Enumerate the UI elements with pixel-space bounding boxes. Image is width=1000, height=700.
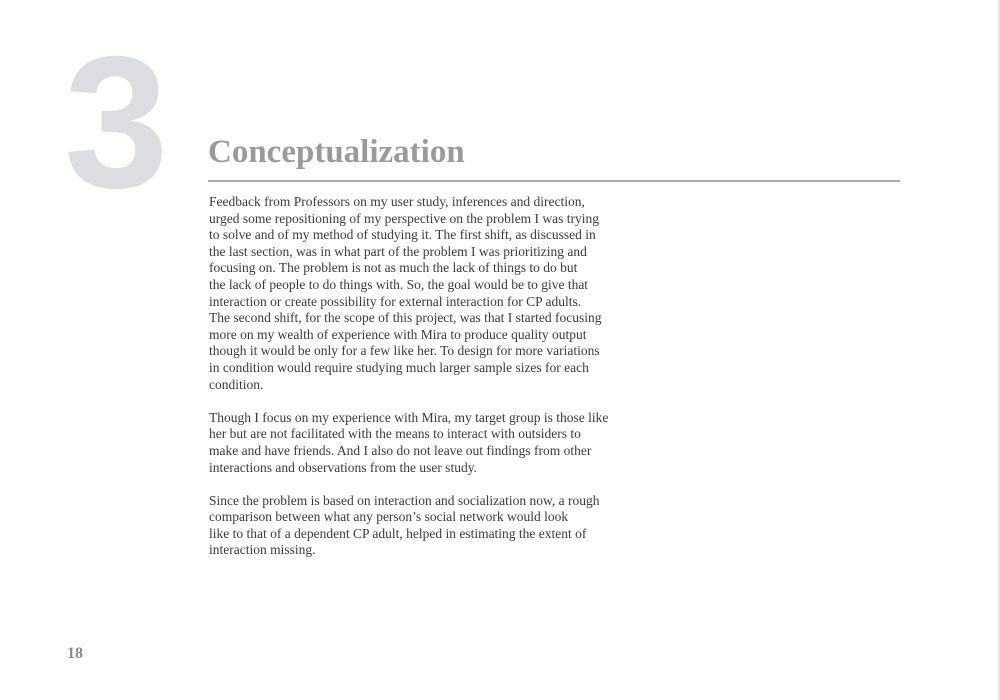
text-line: more on my wealth of experience with Mira to produce quality output bbox=[209, 326, 587, 342]
text-line: Though I focus on my experience with Mira, my target group is those like bbox=[209, 409, 609, 425]
text-line: to solve and of my method of studying it. The first shift, as discussed in bbox=[209, 227, 596, 243]
title-underline-rule bbox=[208, 180, 900, 182]
paragraph-1 bbox=[209, 194, 629, 393]
text-line: the lack of people to do things with. So, the goal would be to give that bbox=[209, 276, 589, 292]
text-line: interactions and observations from the user study. bbox=[209, 459, 477, 475]
chapter-title: Conceptualization bbox=[208, 134, 465, 170]
text-line: Since the problem is based on interaction and socialization now, a rough bbox=[209, 492, 600, 508]
text-line: though it would be only for a few like her. To design for more variations bbox=[209, 343, 600, 359]
text-line: make and have friends. And I also do not leave out findings from other bbox=[209, 442, 592, 458]
text-line: her but are not facilitated with the means to interact with outsiders to bbox=[209, 426, 581, 442]
paragraph-3 bbox=[209, 493, 629, 559]
text-line: like to that of a dependent CP adult, helped in estimating the extent of bbox=[209, 525, 587, 541]
text-line: the last section, was in what part of the problem I was prioritizing and bbox=[209, 243, 587, 259]
page-number: 18 bbox=[67, 645, 83, 662]
text-line: focusing on. The problem is not as much the lack of things to do but bbox=[209, 260, 578, 276]
paragraph-2 bbox=[209, 410, 629, 476]
text-line: urged some repositioning of my perspective on the problem I was trying bbox=[209, 210, 600, 226]
text-line: interaction missing. bbox=[209, 542, 316, 558]
text-line: comparison between what any person’s social network would look bbox=[209, 509, 569, 525]
text-line: interaction or create possibility for external interaction for CP adults. bbox=[209, 293, 582, 309]
text-line: Feedback from Professors on my user study, inferences and direction, bbox=[209, 194, 585, 209]
text-line: condition. bbox=[209, 376, 264, 392]
body-text bbox=[209, 194, 629, 576]
text-line: The second shift, for the scope of this project, was that I started focusing bbox=[209, 310, 602, 326]
text-line: in condition would require studying much larger sample sizes for each bbox=[209, 359, 589, 375]
chapter-number: 3 bbox=[64, 17, 165, 227]
